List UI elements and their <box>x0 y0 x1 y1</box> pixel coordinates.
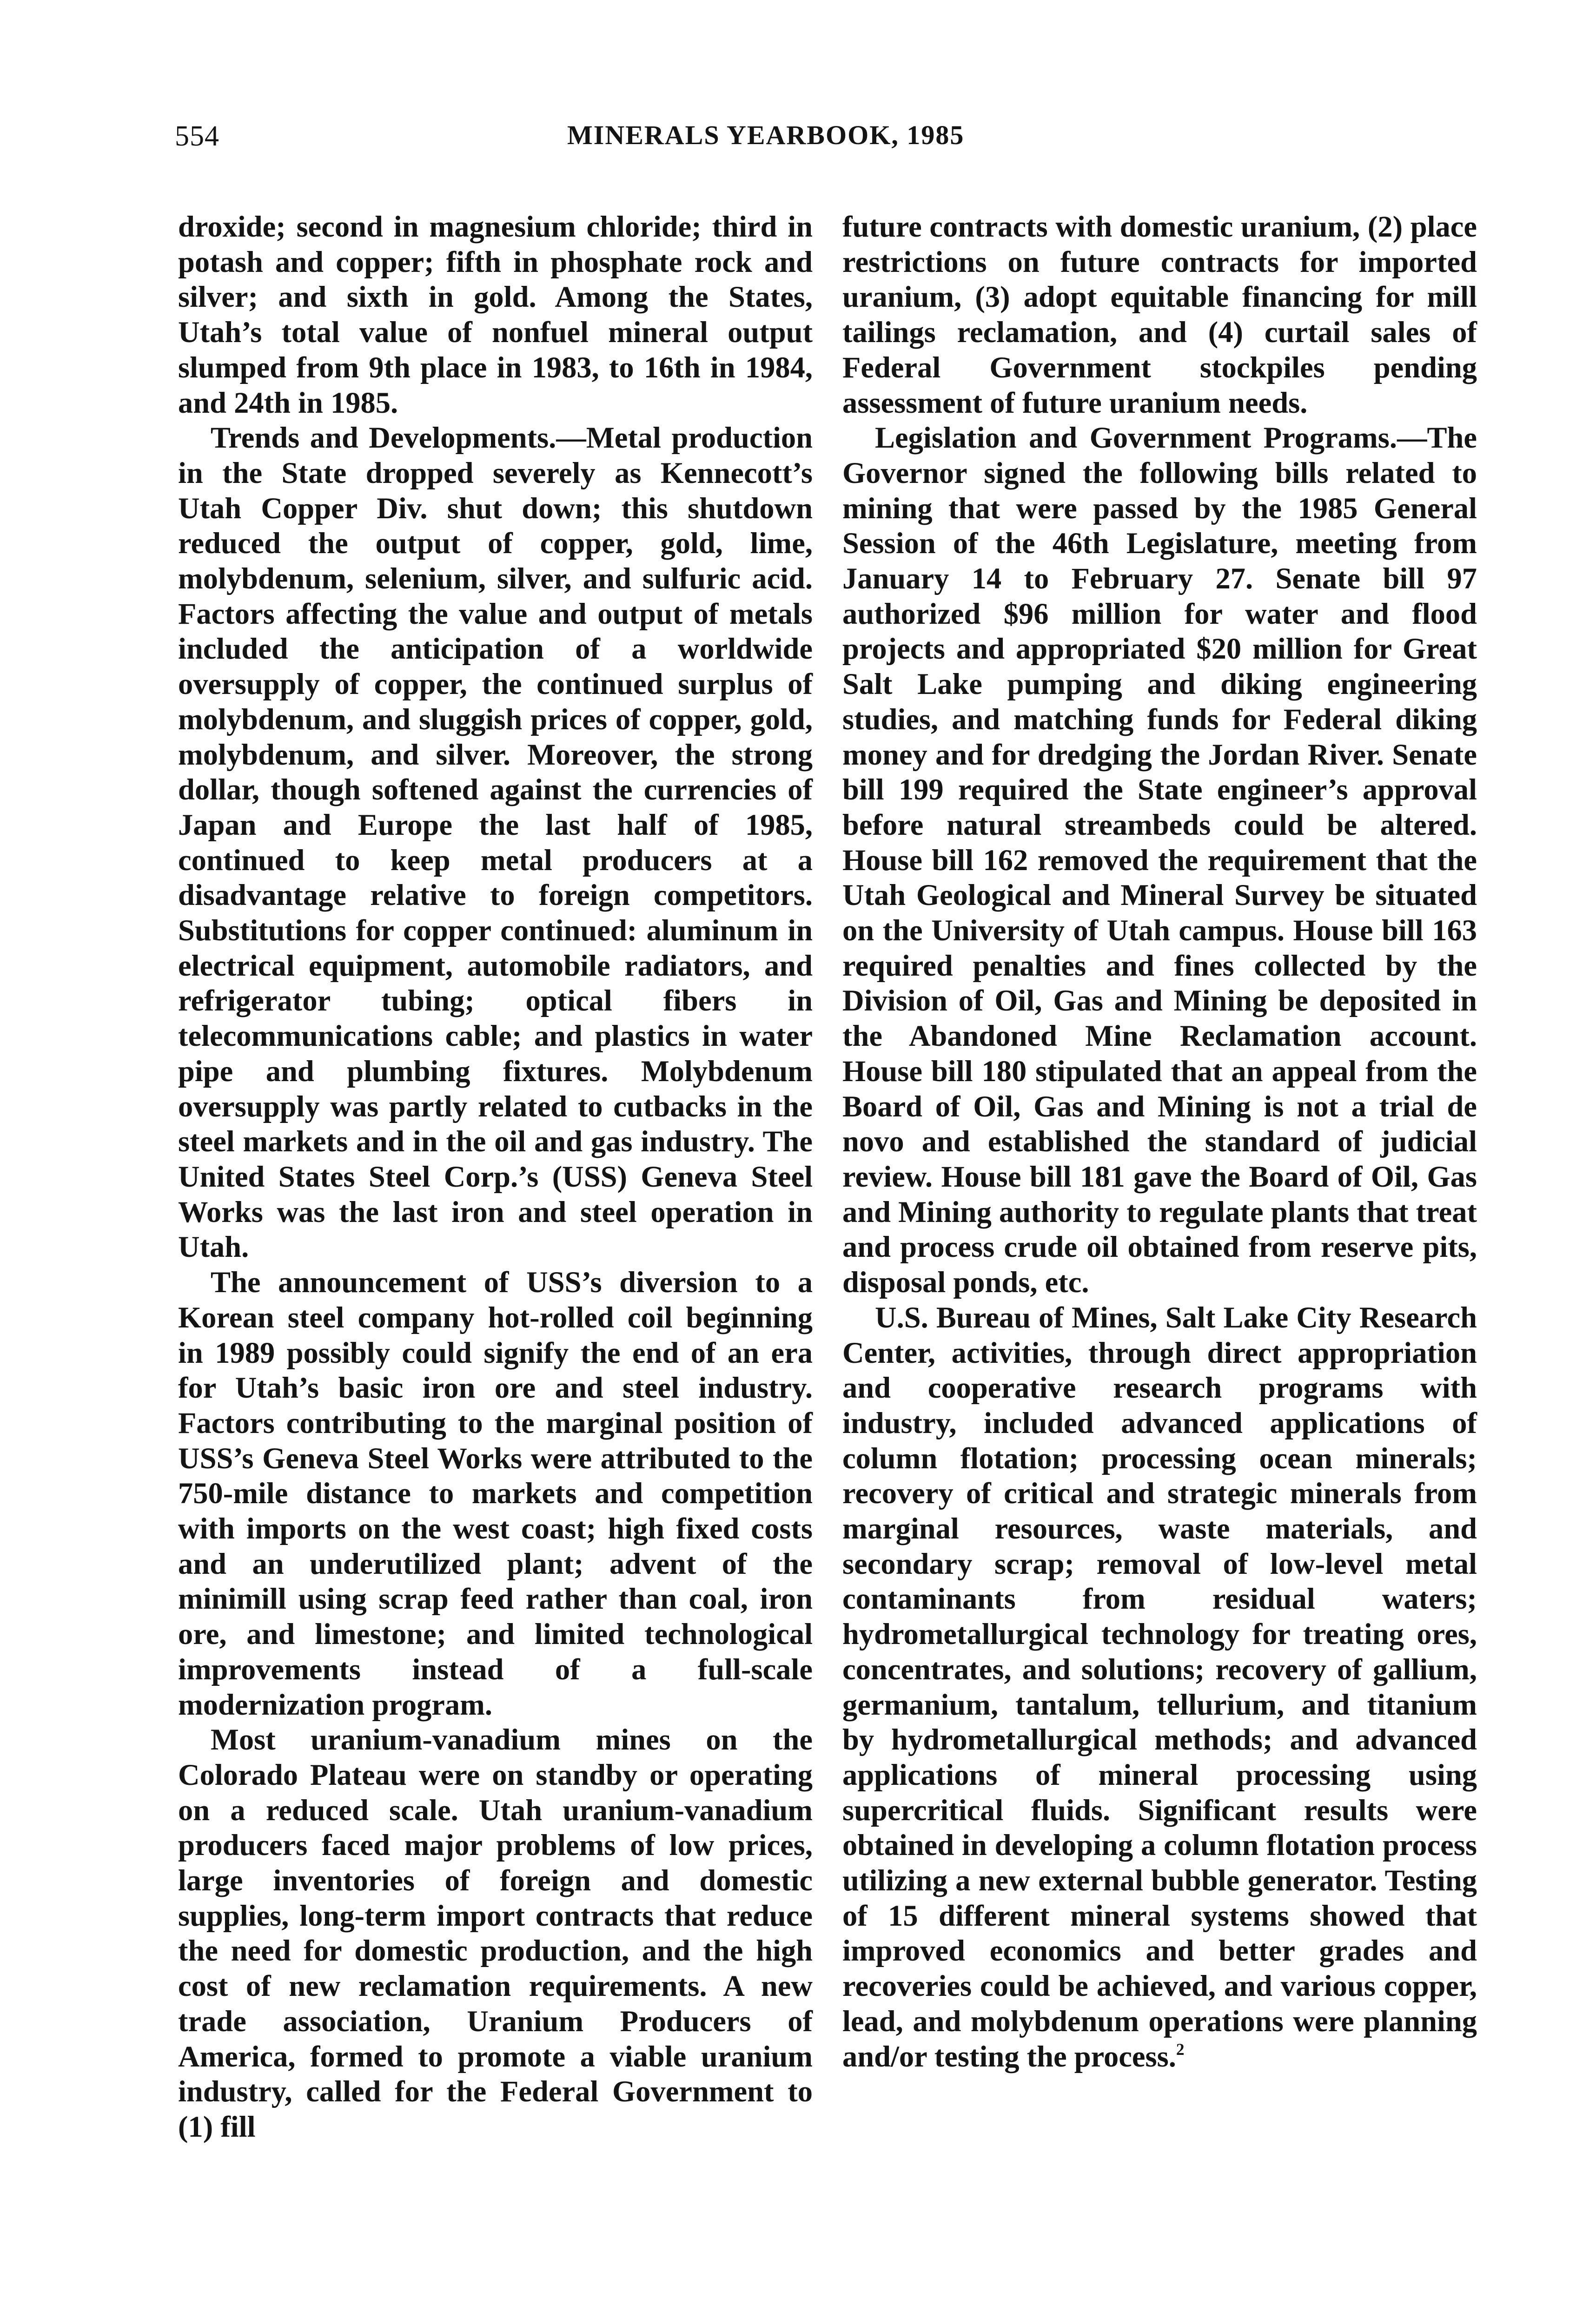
paragraph-legislation-body: The Governor signed the following bills related to mining that were passed by the 1985 General Session of the 46th Legislature, meeting from January 14 to February 27. Senate bill 97 authorized $96 million for water and flood projects and appropriated $20 million for Great Salt Lake pumping and diking engineering studies, and matching funds for Federal diking money and for dredging the Jordan River. Senate bill 199 required the State engineer’s approval before natural streambeds could be altered. House bill 162 removed the requirement that the Utah Geological and Mineral Survey be situated on the University of Utah campus. House bill 163 required penalties and fines collected by the Division of Oil, Gas and Mining be deposited in the Abandoned Mine Reclamation account. House bill 180 stipulated that an appeal from the Board of Oil, Gas and Mining is not a trial de novo and established the standard of judicial review. House bill 181 gave the Board of Oil, Gas and Mining authority to regulate plants that treat and process crude oil obtained from reserve pits, disposal ponds, etc. <box>842 421 1477 1299</box>
page-number: 554 <box>175 120 219 152</box>
paragraph-legislation <box>842 420 1477 1300</box>
right-column <box>842 209 1477 2074</box>
paragraph-bureau-of-mines <box>842 1300 1477 2074</box>
paragraph-trends <box>178 420 813 1265</box>
section-heading-legislation: Legislation and Government Programs.— <box>875 421 1427 455</box>
paragraph-trends-body: Metal production in the State dropped severely as Kennecott’s Utah Copper Div. shut down; this shutdown reduced the output of copper, gold, lime, molybdenum, selenium, silver, and sulfuric acid. Factors affecting the value and output of metals included the anticipation of a worldwide oversupply of copper, the continued surplus of molybdenum, and sluggish prices of copper, gold, molybdenum, and silver. Moreover, the strong dollar, though softened against the currencies of Japan and Europe the last half of 1985, continued to keep metal producers at a disadvantage relative to foreign competitors. Substitutions for copper continued: aluminum in electrical equipment, automobile radiators, and refrigerator tubing; optical fibers in telecommunications cable; and plastics in water pipe and plumbing fixtures. Molybdenum oversupply was partly related to cutbacks in the steel markets and in the oil and gas industry. The United States Steel Corp.’s (USS) Geneva Steel Works was the last iron and steel operation in Utah. <box>178 421 813 1264</box>
paragraph-bureau-of-mines-body: U.S. Bureau of Mines, Salt Lake City Research Center, activities, through direct appropriation and cooperative research programs with industry, included advanced applications of column flotation; processing ocean minerals; recovery of critical and strategic minerals from marginal resources, waste materials, and secondary scrap; removal of low-level metal contaminants from residual waters; hydrometallurgical technology for treating ores, concentrates, and solutions; recovery of gallium, germanium, tantalum, tellurium, and titanium by hydrometallurgical methods; and advanced applications of mineral processing using supercritical fluids. Significant results were obtained in developing a column flotation process utilizing a new external bubble generator. Testing of 15 different mineral systems showed that improved economics and better grades and recoveries could be achieved, and various copper, lead, and molybdenum operations were planning and/or testing the process. <box>842 1301 1477 2073</box>
paragraph-uss-announcement: The announcement of USS’s diversion to a Korean steel company hot-rolled coil beginning in 1989 possibly could signify the end of an era for Utah’s basic iron ore and steel industry. Factors contributing to the marginal position of USS’s Geneva Steel Works were attributed to the 750-mile distance to markets and competition with imports on the west coast; high fixed costs and an underutilized plant; advent of the minimill using scrap feed rather than coal, iron ore, and limestone; and limited technological improvements instead of a full-scale modernization program. <box>178 1266 813 1721</box>
paragraph-uranium-continued: future contracts with domestic uranium, (2) place restrictions on future contracts for imported uranium, (3) adopt equitable financing for mill tailings reclamation, and (4) curtail sales of Federal Government stockpiles pending assessment of future uranium needs. <box>842 210 1477 419</box>
left-column <box>178 209 813 2145</box>
paragraph-uranium-vanadium: Most uranium-vanadium mines on the Colorado Plateau were on standby or operating on a reduced scale. Utah uranium-vanadium producers faced major problems of low prices, large inventories of foreign and domestic supplies, long-term import contracts that reduce the need for domestic production, and the high cost of new reclamation requirements. A new trade association, Uranium Producers of America, formed to promote a viable uranium industry, called for the Federal Government to (1) fill <box>178 1723 813 2143</box>
paragraph-continued: droxide; second in magnesium chloride; third in potash and copper; fifth in phosphate rock and silver; and sixth in gold. Among the States, Utah’s total value of nonfuel mineral output slumped from 9th place in 1983, to 16th in 1984, and 24th in 1985. <box>178 210 813 419</box>
running-head: MINERALS YEARBOOK, 1985 <box>567 120 965 150</box>
footnote-reference[interactable]: 2 <box>1176 2040 1185 2059</box>
section-heading-trends: Trends and Developments.— <box>211 421 586 455</box>
